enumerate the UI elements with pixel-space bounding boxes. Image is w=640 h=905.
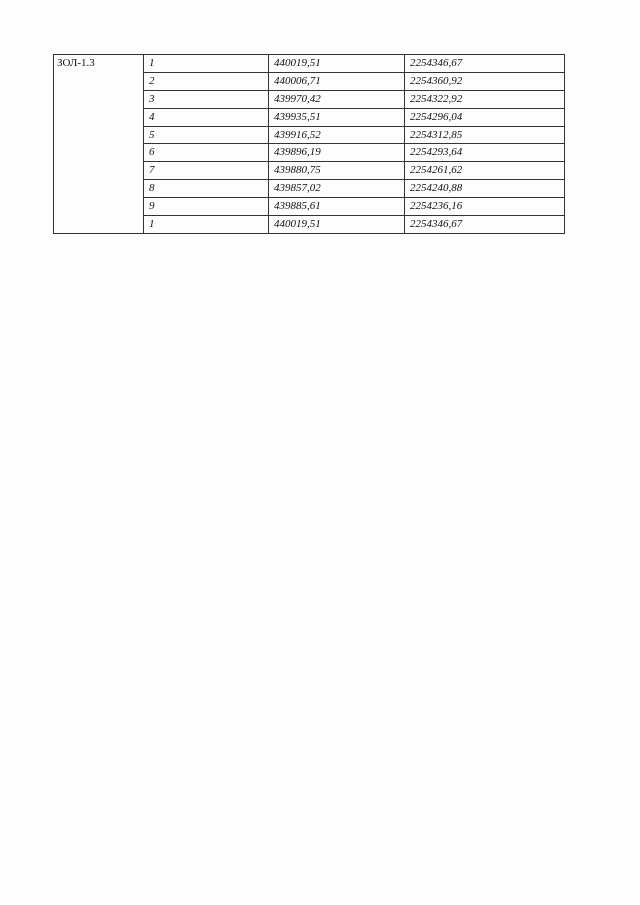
table-row bbox=[54, 55, 565, 73]
coordinate-y: 2254360,92 bbox=[405, 72, 565, 90]
coordinate-y: 2254322,92 bbox=[405, 90, 565, 108]
coordinate-x: 439885,61 bbox=[269, 198, 405, 216]
coordinate-x: 440019,51 bbox=[269, 216, 405, 234]
zone-label: ЗОЛ-1.3 bbox=[54, 55, 144, 234]
point-number: 3 bbox=[144, 90, 269, 108]
coordinate-x: 439970,42 bbox=[269, 90, 405, 108]
coordinate-x: 439896,19 bbox=[269, 144, 405, 162]
point-number: 1 bbox=[144, 216, 269, 234]
coordinate-y: 2254346,67 bbox=[405, 55, 565, 73]
coordinate-x: 439916,52 bbox=[269, 126, 405, 144]
point-number: 8 bbox=[144, 180, 269, 198]
coordinate-y: 2254261,62 bbox=[405, 162, 565, 180]
coordinate-x: 440006,71 bbox=[269, 72, 405, 90]
point-number: 9 bbox=[144, 198, 269, 216]
coordinate-x: 439857,02 bbox=[269, 180, 405, 198]
coordinate-y: 2254296,04 bbox=[405, 108, 565, 126]
coordinate-y: 2254293,64 bbox=[405, 144, 565, 162]
coordinate-x: 439935,51 bbox=[269, 108, 405, 126]
coordinate-y: 2254312,85 bbox=[405, 126, 565, 144]
coordinate-y: 2254346,67 bbox=[405, 216, 565, 234]
point-number: 2 bbox=[144, 72, 269, 90]
coordinates-table bbox=[53, 54, 565, 234]
point-number: 6 bbox=[144, 144, 269, 162]
coordinate-x: 440019,51 bbox=[269, 55, 405, 73]
coordinate-y: 2254236,16 bbox=[405, 198, 565, 216]
point-number: 1 bbox=[144, 55, 269, 73]
point-number: 7 bbox=[144, 162, 269, 180]
point-number: 4 bbox=[144, 108, 269, 126]
coordinate-x: 439880,75 bbox=[269, 162, 405, 180]
coordinate-y: 2254240,88 bbox=[405, 180, 565, 198]
point-number: 5 bbox=[144, 126, 269, 144]
